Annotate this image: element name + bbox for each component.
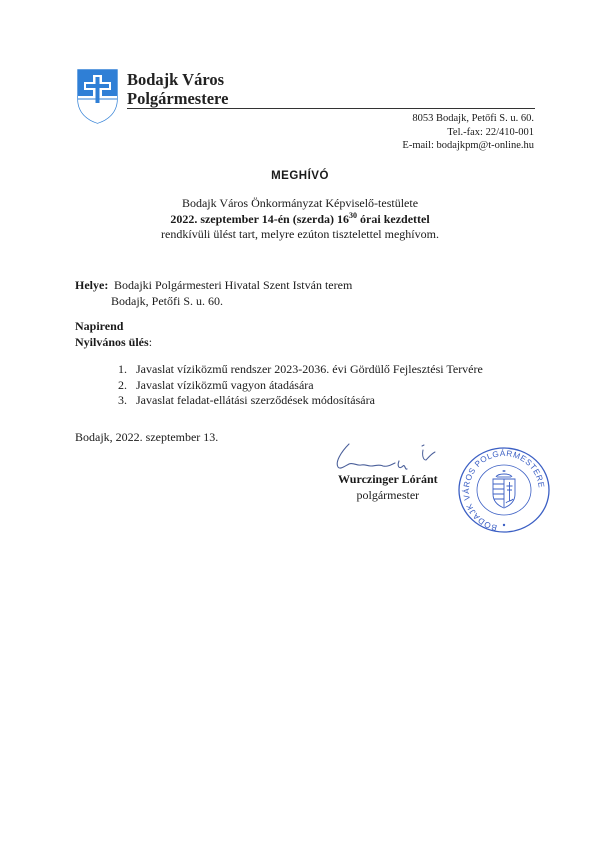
- agenda-subheading: Nyilvános ülés: [75, 334, 149, 349]
- letterhead-divider: [127, 108, 535, 109]
- intro-line3: rendkívüli ülést tart, melyre ezúton tisztelettel meghívom.: [161, 227, 439, 241]
- org-name-line1: Bodajk Város: [127, 70, 225, 89]
- intro-line1: Bodajk Város Önkormányzat Képviselő-testülete: [181, 196, 419, 210]
- place-line1: Bodajki Polgármesteri Hivatal Szent István terem: [114, 278, 353, 292]
- agenda-item-text: Javaslat feladat-ellátási szerződések módosítására: [136, 393, 375, 407]
- town-crest-icon: [77, 69, 118, 124]
- contact-address: 8053 Bodajk, Petőfi S. u. 60.: [412, 113, 534, 124]
- agenda-list: [118, 362, 483, 409]
- coat-of-arms-icon: [493, 470, 515, 508]
- intro-time-minutes: 30: [349, 210, 358, 220]
- meeting-place: [75, 278, 352, 309]
- letterhead-contact: [402, 112, 534, 153]
- agenda-item-number: 1.: [118, 362, 127, 376]
- agenda-item-number: 3.: [118, 393, 127, 407]
- svg-text:BODAJK VÁROS POLGÁRMESTERE: [461, 448, 546, 532]
- list-item: [118, 378, 483, 394]
- agenda-subheading-colon: :: [148, 334, 153, 349]
- signer-block: [338, 471, 438, 503]
- contact-email: E-mail: bodajkpm@t-online.hu: [402, 140, 534, 151]
- document-title: MEGHÍVÓ: [271, 170, 329, 182]
- agenda-heading-block: [75, 319, 152, 350]
- stamp-text: BODAJK VÁROS POLGÁRMESTERE: [461, 448, 546, 533]
- list-item: [118, 393, 483, 409]
- org-name-line2: Polgármestere: [127, 89, 229, 108]
- signer-role: polgármester: [356, 488, 420, 502]
- list-item: [118, 362, 483, 378]
- intro-datetime: [0, 212, 600, 228]
- contact-telfax: Tel.-fax: 22/410-001: [447, 126, 534, 138]
- invitation-intro: [0, 196, 600, 243]
- agenda-item-text: Javaslat víziközmű rendszer 2023-2036. évi Gördülő Fejlesztési Tervére: [136, 362, 483, 376]
- letterhead-organization: [127, 70, 228, 108]
- intro-date: 2022. szeptember 14-én (szerda) 16: [170, 211, 350, 226]
- agenda-item-number: 2.: [118, 377, 127, 392]
- official-stamp: [456, 446, 552, 534]
- agenda-heading: Napirend: [75, 319, 124, 333]
- intro-time-rest: órai kezdettel: [357, 211, 430, 226]
- signer-name: Wurczinger Lóránt: [338, 472, 438, 486]
- place-label: Helye:: [75, 278, 109, 292]
- agenda-item-text: Javaslat víziközmű vagyon átadására: [136, 377, 314, 392]
- place-line2: Bodajk, Petőfi S. u. 60.: [111, 293, 224, 308]
- document-date: Bodajk, 2022. szeptember 13.: [75, 430, 219, 444]
- handwritten-signature: [327, 436, 442, 476]
